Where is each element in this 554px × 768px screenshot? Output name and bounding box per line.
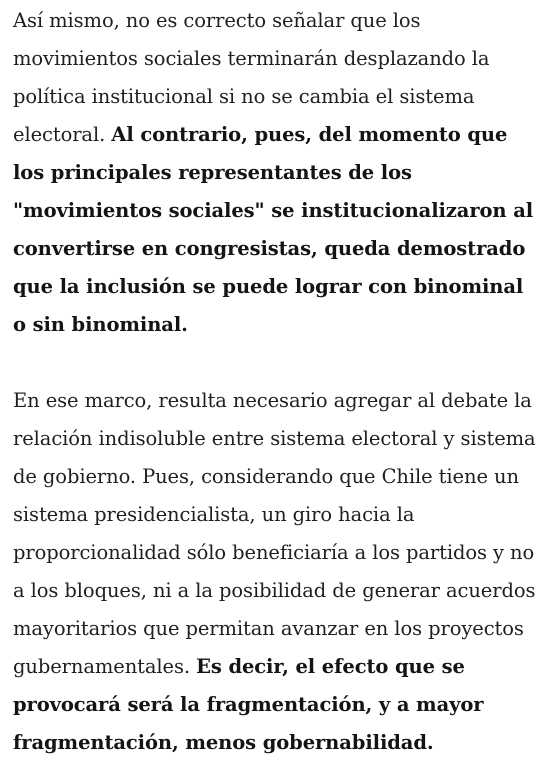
article-body	[13, 2, 542, 762]
paragraph-government-system	[13, 382, 542, 762]
emphasized-text: Al contrario, pues, del momento que los principales representantes de los "movimientos sociales" se institucionalizaron al convertirse en congresistas, queda demostrado que la inclusión se puede lograr con binominal o sin binominal.	[13, 123, 534, 336]
paragraph-text: En ese marco, resulta necesario agregar al debate la relación indisoluble entre sistema electoral y sistema de gobierno. Pues, considerando que Chile tiene un sistema presidencialista, un giro hacia la proporcionalidad sólo beneficiaría a los partidos y no a los bloques, ni a la posibilidad de generar acuerdos mayoritarios que permitan avanzar en los proyectos gubernamentales.	[13, 389, 536, 678]
paragraph-electoral-inclusion	[13, 2, 542, 344]
paragraph-text: Así mismo, no es correcto señalar que los movimientos sociales terminarán desplazando la política institucional si no se cambia el sistema electoral.	[13, 9, 490, 146]
emphasized-text: Es decir, el efecto que se provocará será la fragmentación, y a mayor fragmentación, menos gobernabilidad.	[13, 655, 484, 754]
